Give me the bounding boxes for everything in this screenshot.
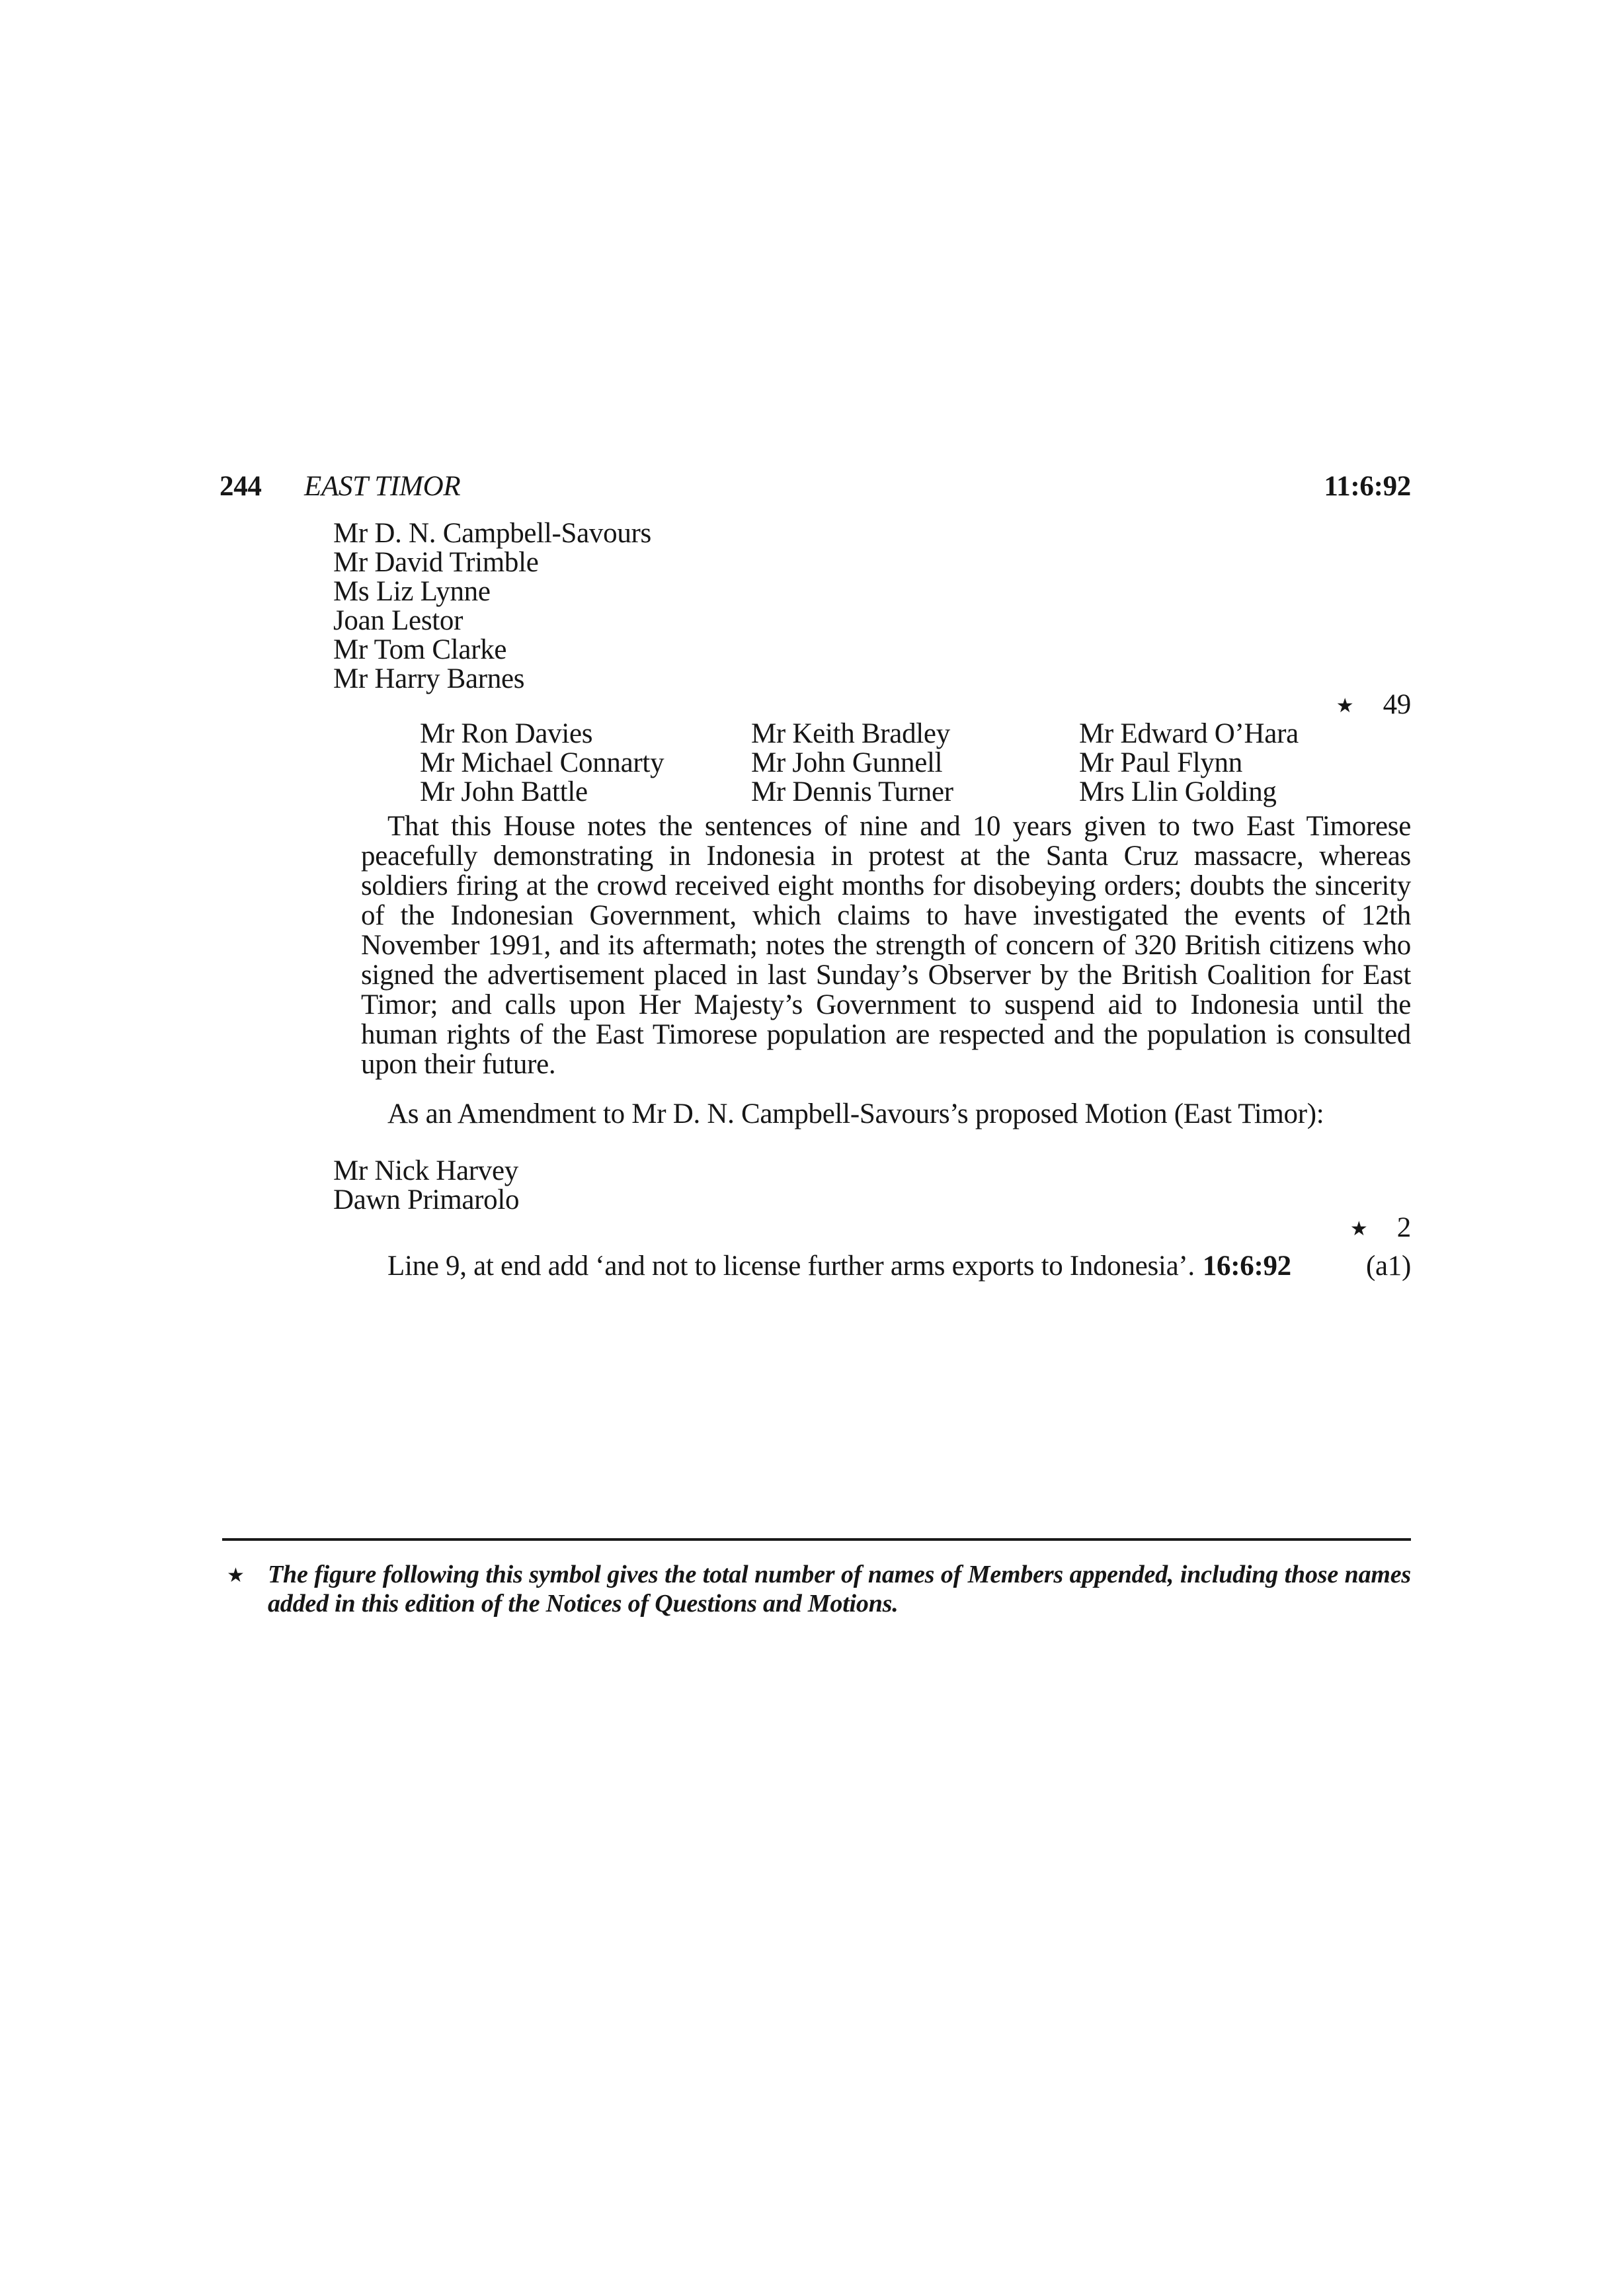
supporter-name: Mr Keith Bradley xyxy=(751,718,950,749)
motion-text-line: upon their future. xyxy=(361,1049,556,1080)
star-icon: ★ xyxy=(1349,1217,1368,1241)
star-icon: ★ xyxy=(227,1564,245,1587)
supporter-name: Mrs Llin Golding xyxy=(1079,776,1277,807)
amendment-date: 16:6:92 xyxy=(1202,1250,1291,1282)
star-icon: ★ xyxy=(1336,694,1354,718)
supporter-name: Mr John Gunnell xyxy=(751,747,943,778)
motion-text-line: signed the advertisement placed in last Sunday’s Observer by the British Coalition for East xyxy=(361,960,1411,991)
footnote-line: The figure following this symbol gives the total number of names of Members appended, including those names xyxy=(268,1561,1411,1588)
sponsor-name: Mr Tom Clarke xyxy=(333,634,507,665)
name-count: 2 xyxy=(1396,1212,1411,1243)
amendment-text xyxy=(387,1252,1411,1281)
supporter-name: Mr Dennis Turner xyxy=(751,776,953,807)
sponsor-name: Mr Nick Harvey xyxy=(333,1155,518,1186)
sponsor-name: Ms Liz Lynne xyxy=(333,576,491,607)
supporter-name: Mr John Battle xyxy=(420,776,588,807)
motion-text-line: November 1991, and its aftermath; notes the strength of concern of 320 British citizens who xyxy=(361,930,1411,961)
sponsor-name: Dawn Primarolo xyxy=(333,1184,520,1215)
amendment-heading: As an Amendment to Mr D. N. Campbell-Savours’s proposed Motion (East Timor): xyxy=(387,1098,1324,1129)
supporter-name: Mr Paul Flynn xyxy=(1079,747,1242,778)
motion-text-line: human rights of the East Timorese population are respected and the population is consulted xyxy=(361,1019,1411,1050)
motion-name-count xyxy=(1336,690,1411,721)
footnote-line: added in this edition of the Notices of Questions and Motions. xyxy=(268,1590,899,1618)
motion-text-line: of the Indonesian Government, which claims to have investigated the events of 12th xyxy=(361,900,1411,931)
footnote-divider xyxy=(222,1538,1411,1541)
supporter-name: Mr Ron Davies xyxy=(420,718,593,749)
footnote-text xyxy=(268,1560,1411,1618)
header-date: 11:6:92 xyxy=(1324,471,1411,502)
sponsor-name: Mr D. N. Campbell-Savours xyxy=(333,518,651,549)
footnote-symbol xyxy=(227,1560,245,1590)
amendment-text-body xyxy=(387,1252,1291,1281)
amendment-name-count xyxy=(1350,1213,1411,1244)
section-title: EAST TIMOR xyxy=(304,471,461,502)
sponsor-name: Joan Lestor xyxy=(333,605,463,636)
motion-text-line: peacefully demonstrating in Indonesia in protest at the Santa Cruz massacre, whereas xyxy=(361,840,1411,872)
sponsor-name: Mr Harry Barnes xyxy=(333,663,525,694)
sponsor-name: Mr David Trimble xyxy=(333,547,539,578)
amendment-wording: Line 9, at end add ‘and not to license further arms exports to Indonesia’. xyxy=(387,1250,1195,1282)
supporter-name: Mr Michael Connarty xyxy=(420,747,664,778)
motion-text-line: Timor; and calls upon Her Majesty’s Government to suspend aid to Indonesia until the xyxy=(361,989,1411,1020)
motion-text-line: soldiers firing at the crowd received eight months for disobeying orders; doubts the sincerity xyxy=(361,870,1411,901)
motion-text-line: That this House notes the sentences of nine and 10 years given to two East Timorese xyxy=(387,811,1411,842)
name-count: 49 xyxy=(1383,689,1411,720)
page-number: 244 xyxy=(220,471,262,502)
amendment-ref: (a1) xyxy=(1365,1250,1411,1282)
supporter-name: Mr Edward O’Hara xyxy=(1079,718,1299,749)
motion-text xyxy=(361,811,1411,1079)
